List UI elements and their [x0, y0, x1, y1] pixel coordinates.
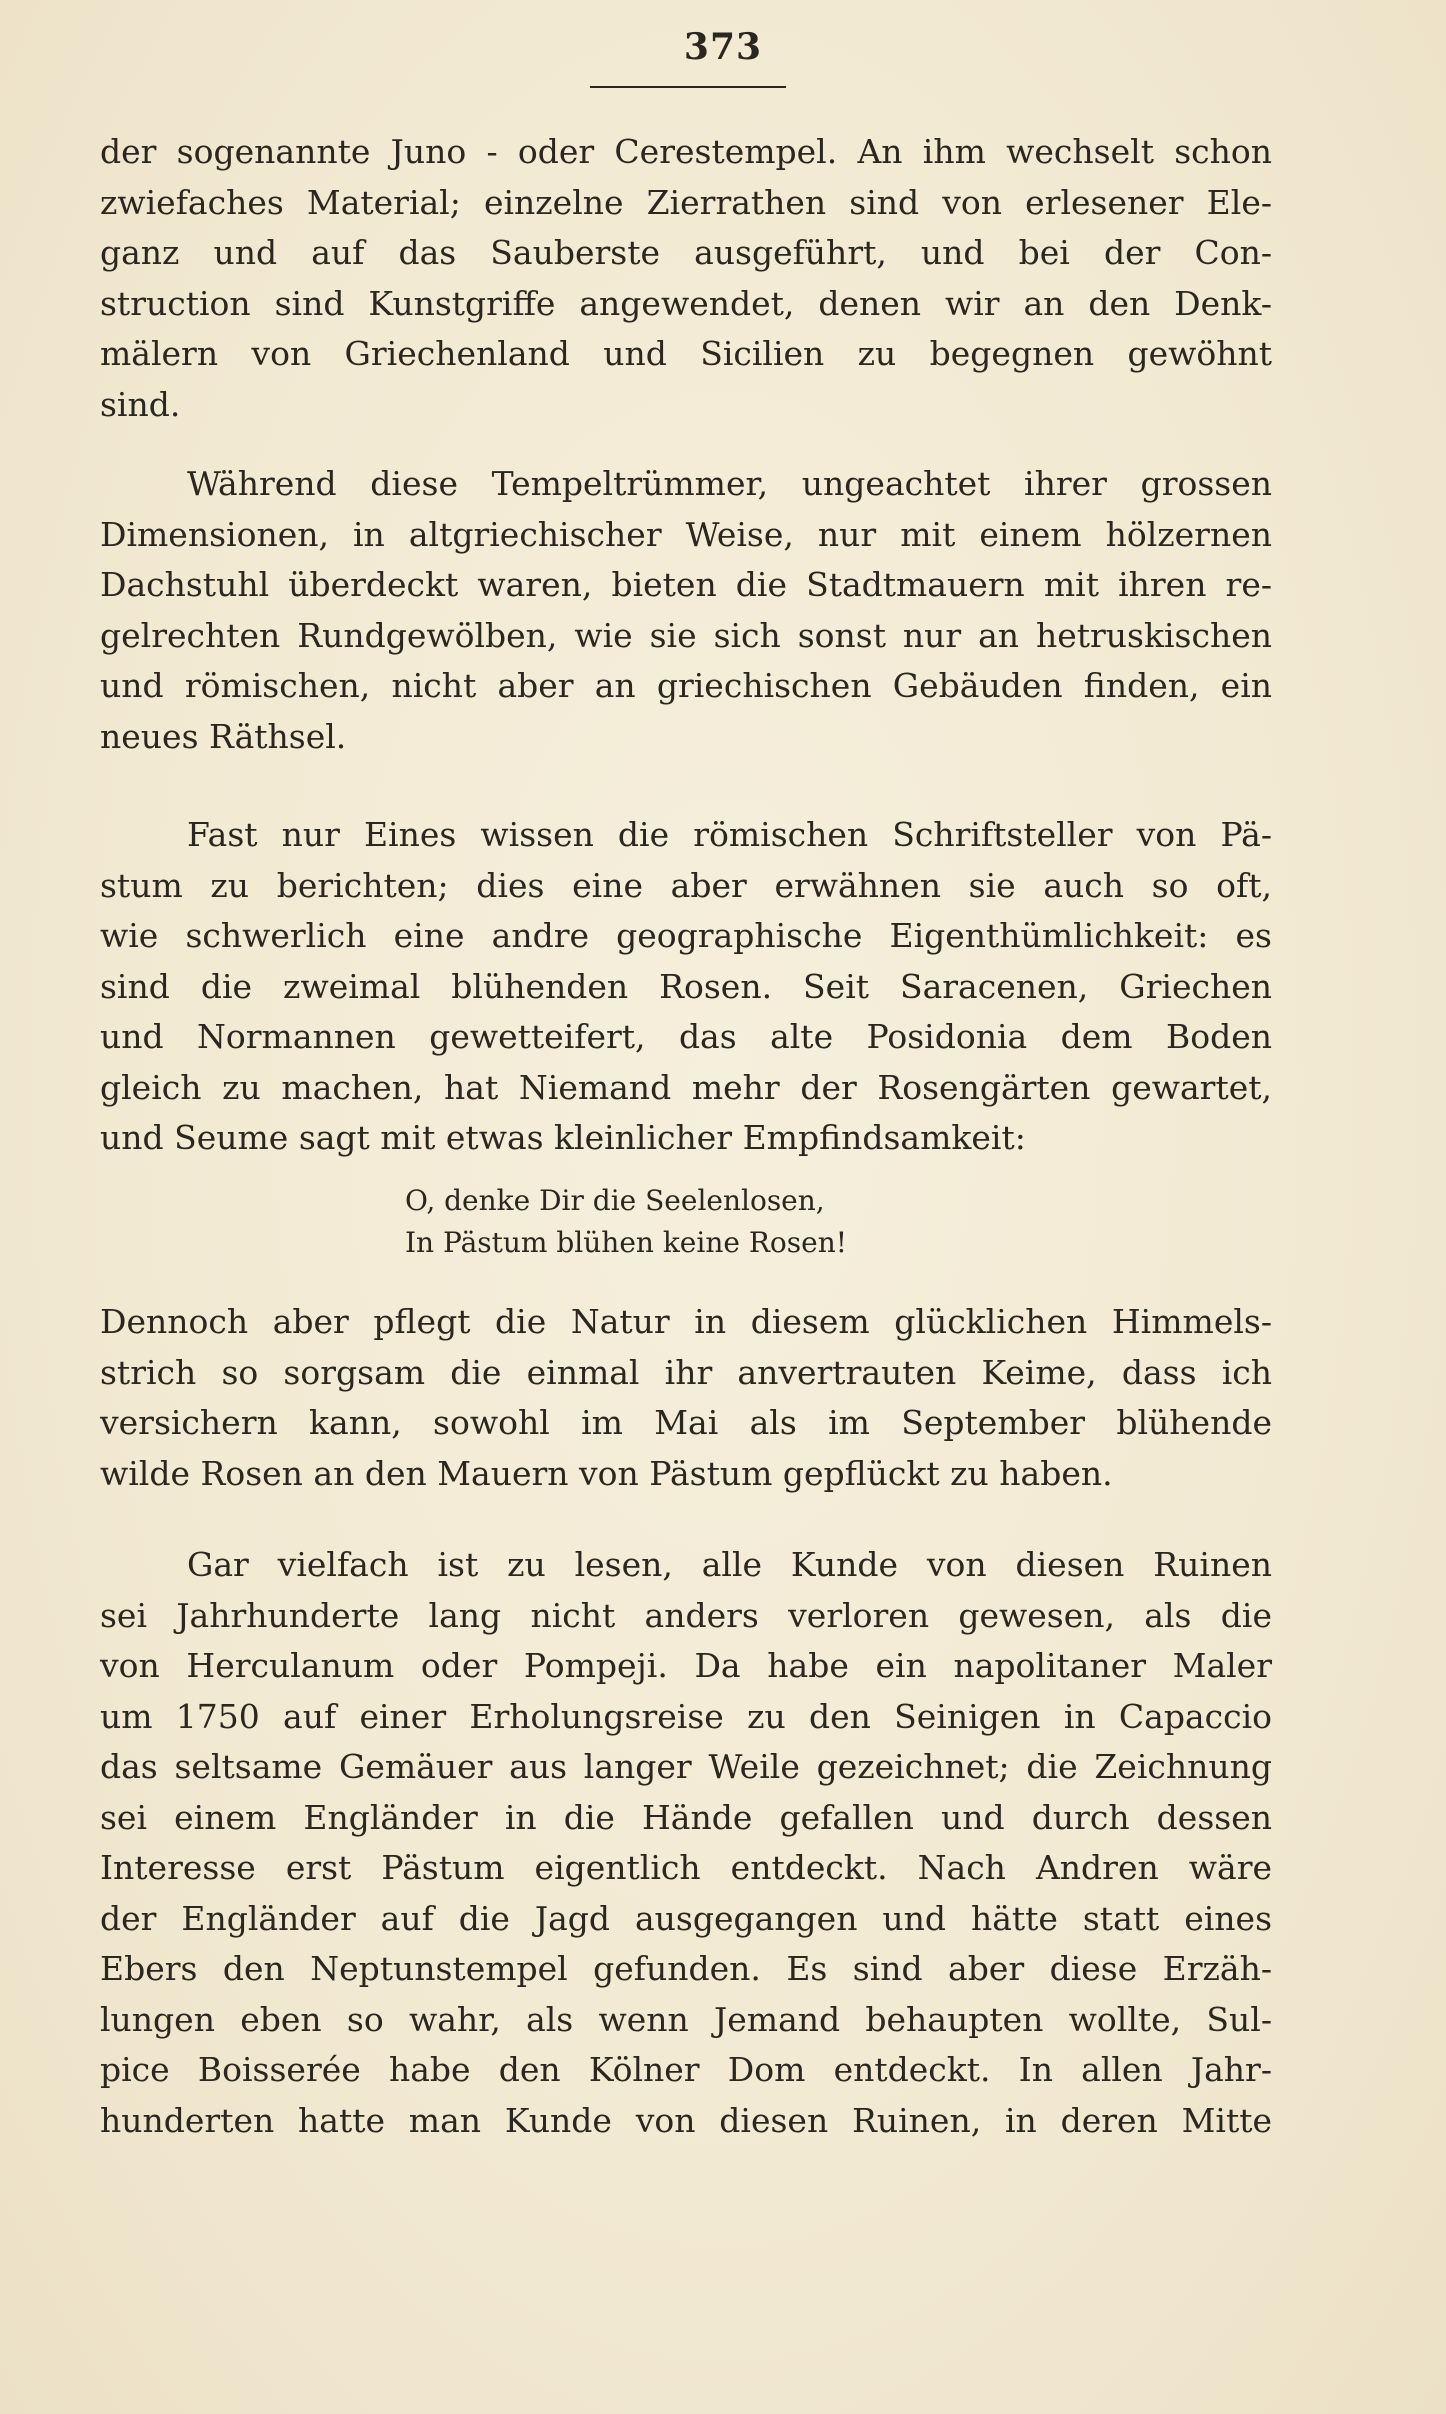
text-line: struction sind Kunstgriffe angewendet, denen wir an den Denk- — [100, 283, 1272, 323]
text-line: sei einem Engländer in die Hände gefallen und durch dessen — [100, 1797, 1272, 1837]
text-line: um 1750 auf einer Erholungsreise zu den Seinigen in Capaccio — [100, 1696, 1272, 1736]
header-rule — [590, 86, 786, 88]
text-line: und Normannen gewetteifert, das alte Posidonia dem Boden — [100, 1017, 1272, 1056]
text-line: gleich zu machen, hat Niemand mehr der Rosengärten gewartet, — [100, 1067, 1272, 1107]
text-line: sind. — [100, 384, 181, 424]
text-line: hunderten hatte man Kunde von diesen Ruinen, in deren Mitte — [100, 2100, 1272, 2140]
text-line: versichern kann, sowohl im Mai als im September blühende — [100, 1403, 1272, 1442]
text-line: neues Räthsel. — [100, 716, 347, 756]
paragraph-2 — [100, 459, 1272, 762]
text-line: gelrechten Rundgewölben, wie sie sich sonst nur an hetruskischen — [100, 615, 1272, 655]
page-number: 373 — [683, 26, 763, 68]
paragraph-5 — [100, 1540, 1272, 2146]
poem-line: O, denke Dir die Seelenlosen, — [405, 1184, 825, 1217]
text-line: ganz und auf das Sauberste ausgeführt, und bei der Con- — [100, 233, 1272, 272]
poem-line: In Pästum blühen keine Rosen! — [405, 1226, 847, 1259]
text-line: Fast nur Eines wissen die römischen Schriftsteller von Pä- — [187, 815, 1272, 854]
text-line: wilde Rosen an den Mauern von Pästum gepflückt zu haben. — [100, 1453, 1113, 1493]
text-line: sei Jahrhunderte lang nicht anders verloren gewesen, als die — [100, 1595, 1272, 1635]
text-line: mälern von Griechenland und Sicilien zu begegnen gewöhnt — [100, 334, 1272, 373]
text-line: sind die zweimal blühenden Rosen. Seit Saracenen, Griechen — [100, 966, 1272, 1006]
poem-quote — [405, 1180, 1005, 1264]
text-line: das seltsame Gemäuer aus langer Weile gezeichnet; die Zeichnung — [100, 1747, 1272, 1786]
text-line: Ebers den Neptunstempel gefunden. Es sind aber diese Erzäh- — [100, 1949, 1272, 1988]
text-line: und römischen, nicht aber an griechischen Gebäuden finden, ein — [100, 666, 1272, 705]
paragraph-1 — [100, 127, 1272, 430]
text-line: von Herculanum oder Pompeji. Da habe ein napolitaner Maler — [100, 1646, 1272, 1685]
text-line: lungen eben so wahr, als wenn Jemand behaupten wollte, Sul- — [100, 1999, 1272, 2039]
text-line: Gar vielfach ist zu lesen, alle Kunde von diesen Ruinen — [187, 1545, 1272, 1584]
text-line: Dachstuhl überdeckt waren, bieten die Stadtmauern mit ihren re- — [100, 565, 1272, 604]
text-line: strich so sorgsam die einmal ihr anvertrauten Keime, dass ich — [100, 1352, 1272, 1392]
text-line: Interesse erst Pästum eigentlich entdeckt. Nach Andren wäre — [100, 1848, 1272, 1887]
paragraph-3 — [100, 810, 1272, 1164]
text-line: stum zu berichten; dies eine aber erwähnen sie auch so oft, — [100, 865, 1272, 905]
text-line: zwiefaches Material; einzelne Zierrathen sind von erlesener Ele- — [100, 182, 1272, 222]
text-line: Während diese Tempeltrümmer, ungeachtet ihrer grossen — [187, 464, 1272, 503]
text-line: und Seume sagt mit etwas kleinlicher Empfindsamkeit: — [100, 1118, 1026, 1157]
text-line: der Engländer auf die Jagd ausgegangen und hätte statt eines — [100, 1898, 1272, 1938]
text-line: wie schwerlich eine andre geographische Eigenthümlichkeit: es — [100, 916, 1272, 955]
text-line: Dimensionen, in altgriechischer Weise, nur mit einem hölzernen — [100, 514, 1272, 554]
text-line: pice Boisserée habe den Kölner Dom entdeckt. In allen Jahr- — [100, 2050, 1272, 2089]
text-line: der sogenannte Juno - oder Cerestempel. An ihm wechselt schon — [100, 132, 1272, 171]
text-line: Dennoch aber pflegt die Natur in diesem glücklichen Himmels- — [100, 1302, 1272, 1341]
paragraph-4 — [100, 1297, 1272, 1499]
